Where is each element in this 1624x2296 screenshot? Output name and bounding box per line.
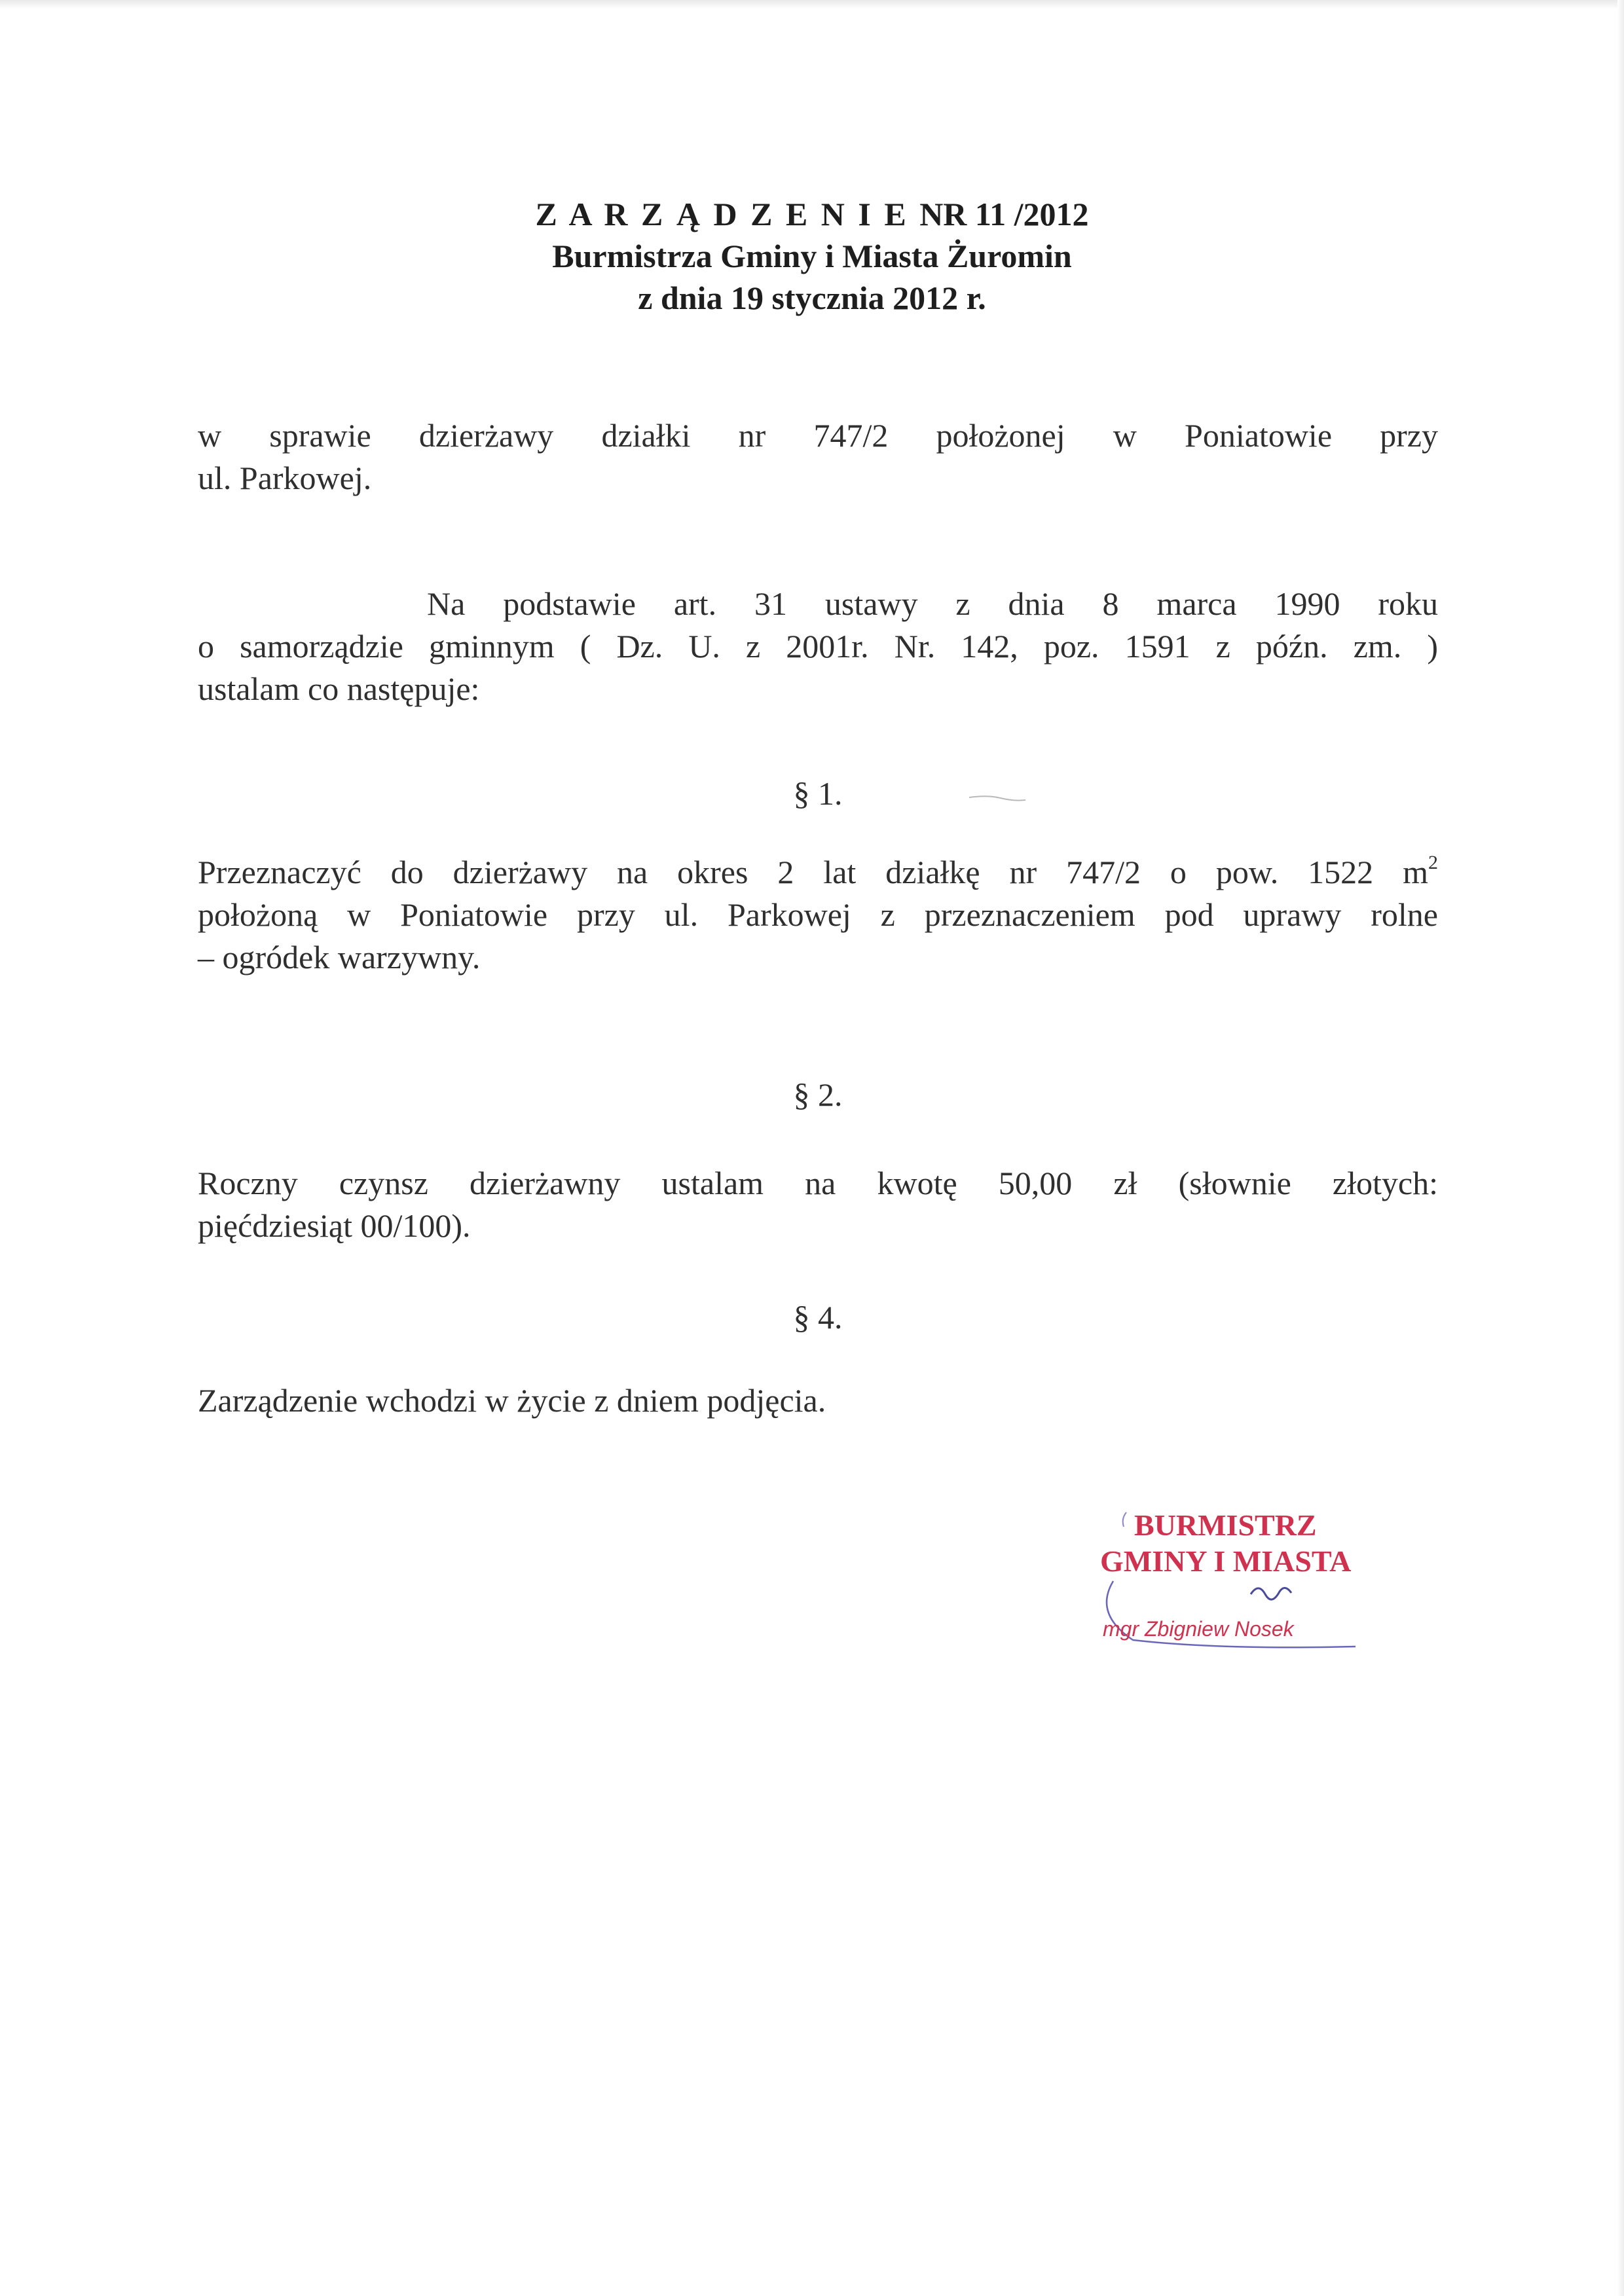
- basis-line-2: o samorządzie gminnym ( Dz. U. z 2001r. Nr. 142, poz. 1591 z późn. zm. ): [198, 628, 1438, 665]
- official-stamp: [1087, 1509, 1375, 1666]
- pen-mark-icon: [968, 792, 1027, 805]
- section-4-body: [198, 1379, 1438, 1422]
- scan-edge-right: [1617, 0, 1624, 2296]
- section-1-line-1-text: Przeznaczyć do dzierżawy na okres 2 lat działkę nr 747/2 o pow. 1522 m: [198, 854, 1428, 890]
- superscript-two: 2: [1428, 852, 1438, 873]
- stamp-line-1: BURMISTRZ: [1134, 1508, 1317, 1542]
- section-1-line-3: – ogródek warzywny.: [198, 939, 481, 975]
- scan-edge-top: [0, 0, 1624, 9]
- section-1-line-1: [198, 851, 1438, 894]
- subject-line-1: w sprawie dzierżawy działki nr 747/2 położonej w Poniatowie przy: [198, 417, 1438, 454]
- section-1-line-2: położoną w Poniatowie przy ul. Parkowej z przeznaczeniem pod uprawy rolne: [198, 896, 1438, 933]
- stamp-signatory: mgr Zbigniew Nosek: [1103, 1617, 1294, 1641]
- section-1-body: [198, 851, 1438, 979]
- issuer-line: Burmistrza Gminy i Miasta Żuromin: [552, 238, 1072, 274]
- section-1-heading: § 1.: [793, 775, 843, 812]
- basis-line-3: ustalam co następuje:: [198, 670, 480, 707]
- document-header: [0, 193, 1624, 319]
- document-title: [0, 193, 1624, 235]
- section-4-heading: § 4.: [793, 1299, 843, 1336]
- section-2-line-2: pięćdziesiąt 00/100).: [198, 1207, 471, 1244]
- stamp-line-2: GMINY I MIASTA: [1100, 1544, 1352, 1578]
- basis-line-1: Na podstawie art. 31 ustawy z dnia 8 marca 1990 roku: [427, 585, 1438, 622]
- section-2-line-1: Roczny czynsz dzierżawny ustalam na kwotę 50,00 zł (słownie złotych:: [198, 1165, 1438, 1201]
- section-4-line-1: Zarządzenie wchodzi w życie z dniem podjęcia.: [198, 1382, 826, 1419]
- title-number: NR 11 /2012: [919, 196, 1089, 232]
- date-line: z dnia 19 stycznia 2012 r.: [638, 280, 986, 316]
- subject-line-2: ul. Parkowej.: [198, 460, 372, 496]
- section-2-heading: § 2.: [793, 1076, 843, 1113]
- title-prefix: Z A R Z Ą D Z E N I E: [535, 196, 909, 232]
- legal-basis-block: [198, 583, 1438, 710]
- subject-block: [198, 414, 1438, 500]
- section-2-body: [198, 1162, 1438, 1247]
